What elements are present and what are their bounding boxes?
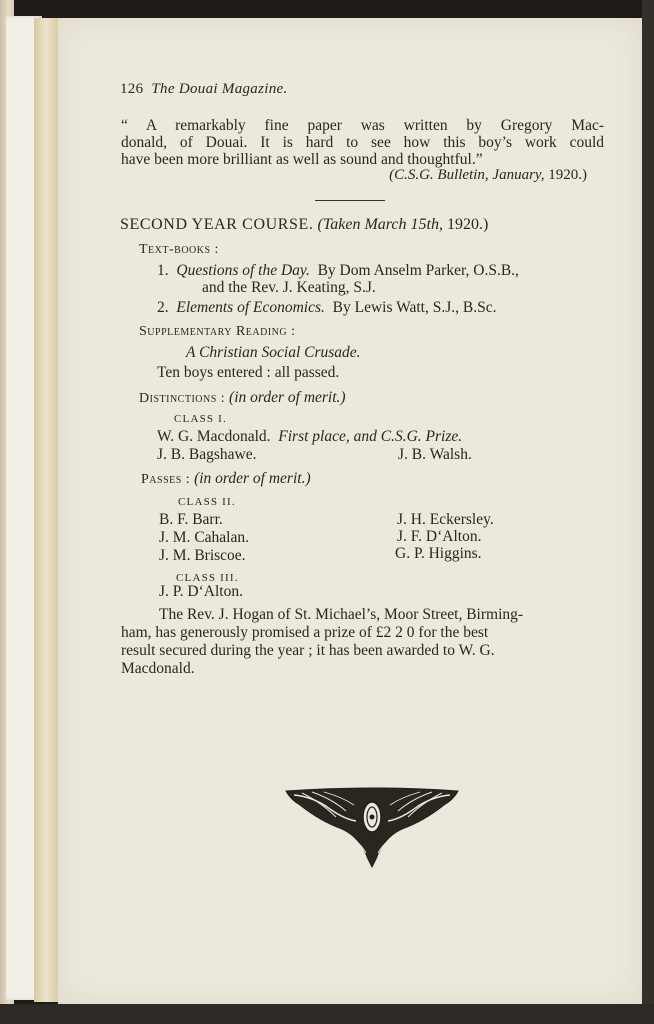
distinctions-heading [139, 389, 346, 407]
student-name: B. F. Barr. [159, 511, 223, 528]
entered-note: Ten boys entered : all passed. [157, 364, 340, 381]
section-divider [315, 200, 385, 201]
passes-heading [141, 470, 311, 488]
student-name: J. M. Cahalan. [159, 529, 249, 546]
floral-tailpiece-ornament-icon [284, 787, 460, 869]
class-label: CLASS III. [176, 572, 239, 584]
text-books-label: Text-books : [139, 242, 219, 257]
course-year: 1920.) [446, 216, 489, 233]
page-number: 126 [120, 81, 144, 97]
attribution-source: (C.S.G. Bulletin, January, [389, 167, 545, 183]
passes-note: (in order of merit.) [194, 470, 311, 487]
item-number: 1. [157, 262, 169, 279]
course-heading [120, 216, 488, 233]
distinctions-note: (in order of merit.) [229, 389, 346, 406]
running-head [120, 81, 288, 98]
quote-block [121, 117, 604, 168]
quote-attribution [389, 167, 587, 184]
student-name: J. B. Walsh. [398, 446, 472, 463]
closing-line: The Rev. J. Hogan of St. Michael’s, Moor Street, Birming- [159, 606, 524, 623]
course-title: SECOND YEAR COURSE. [120, 216, 314, 233]
page-gutter [34, 18, 59, 1002]
class-label: CLASS II. [178, 496, 236, 508]
class-label: CLASS I. [174, 413, 227, 425]
text-book-item [157, 262, 519, 279]
magazine-title: The Douai Magazine. [151, 81, 288, 97]
book-author: By Lewis Watt, S.J., B.Sc. [332, 299, 497, 316]
first-place-entry [157, 428, 462, 445]
book-title: Questions of the Day. [176, 262, 310, 279]
closing-line: result secured during the year ; it has been awarded to W. G. [121, 642, 495, 659]
bottom-edge [0, 1004, 654, 1024]
student-name: J. M. Briscoe. [159, 547, 246, 564]
quote-line: “ A remarkably fine paper was written by Gregory Mac- [121, 117, 604, 134]
distinctions-label: Distinctions : [139, 391, 226, 406]
student-name: J. H. Eckersley. [397, 511, 494, 528]
supplementary-title: A Christian Social Crusade. [186, 344, 361, 361]
supplementary-label: Supplementary Reading : [139, 324, 296, 339]
item-number: 2. [157, 299, 169, 316]
student-name: J. F. D‘Alton. [397, 528, 482, 545]
quote-line: have been more brilliant as well as sound and thoughtful.” [121, 151, 483, 168]
student-name: J. P. D‘Alton. [159, 583, 243, 600]
closing-line: ham, has generously promised a prize of £2 2 0 for the best [121, 624, 489, 641]
closing-line: Macdonald. [121, 660, 195, 677]
attribution-year: 1920.) [548, 167, 587, 183]
student-name: G. P. Higgins. [395, 545, 482, 562]
book-author: By Dom Anselm Parker, O.S.B., [317, 262, 519, 279]
passes-label: Passes : [141, 472, 191, 487]
text-book-item-cont: and the Rev. J. Keating, S.J. [202, 279, 376, 296]
book-title: Elements of Economics. [176, 299, 325, 316]
course-date: (Taken March 15th, [317, 216, 443, 233]
right-edge [642, 0, 654, 1024]
student-name: W. G. Macdonald. [157, 428, 271, 445]
text-book-item [157, 299, 496, 316]
quote-line: donald, of Douai. It is hard to see how this boy’s work could [121, 134, 604, 151]
student-name: J. B. Bagshawe. [157, 446, 257, 463]
prize-note: First place, and C.S.G. Prize. [278, 428, 463, 445]
